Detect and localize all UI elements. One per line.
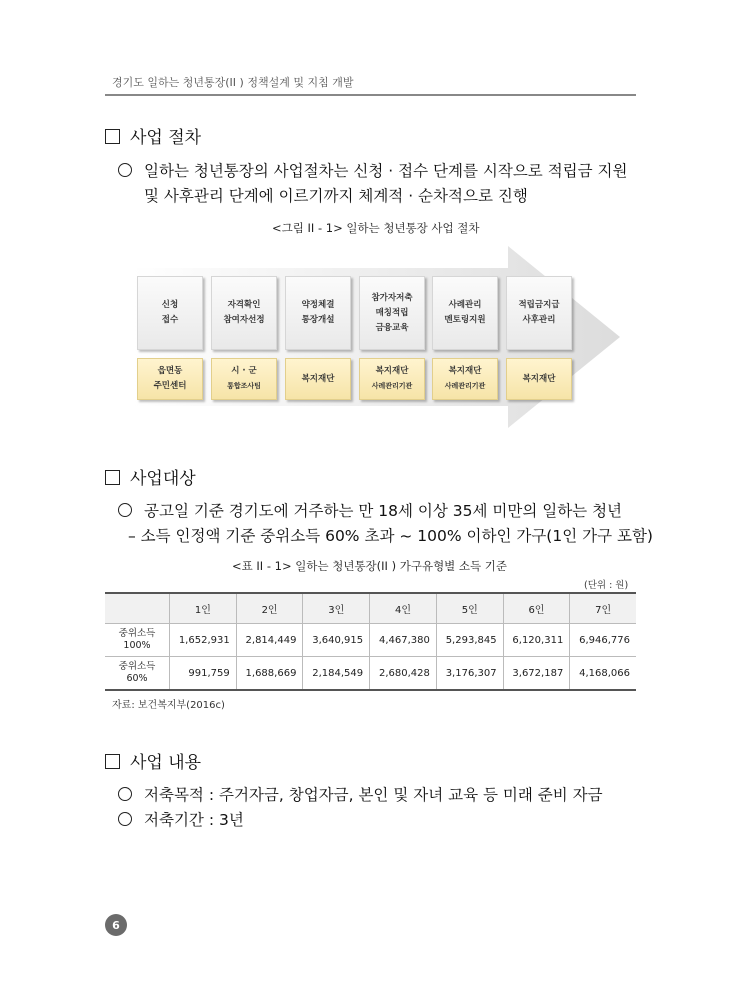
figure-caption: <그림 II - 1> 일하는 청년통장 사업 절차 xyxy=(272,221,480,235)
table-cell: 991,759 xyxy=(170,657,237,691)
flow-agency-box xyxy=(506,358,572,400)
bullet-text: 저축기간 : 3년 xyxy=(144,811,244,829)
flow-step-text: 신청 xyxy=(161,300,179,310)
flow-step-text: 자격확인 xyxy=(227,300,261,310)
flow-agency-box xyxy=(137,358,203,400)
dash-income-criteria: – 소득 인정액 기준 중위소득 60% 초과 ~ 100% 이하인 가구(1인 가구 포함) xyxy=(128,527,653,545)
flow-step-text: 매칭적립 xyxy=(375,307,409,318)
flow-agency-text: 사례관리기관 xyxy=(371,382,413,390)
flow-agency-text: 주민센터 xyxy=(153,381,187,391)
flow-agency-text: 읍면동 xyxy=(157,366,183,376)
flow-agency-text: 복지재단 xyxy=(301,373,335,384)
square-bullet-icon xyxy=(105,129,120,144)
section-title-target xyxy=(105,464,196,489)
table-column-header: 3인 xyxy=(303,593,370,624)
table-column-header: 2인 xyxy=(236,593,303,624)
bullet-procedure-line1 xyxy=(118,159,628,181)
table-caption: <표 II - 1> 일하는 청년통장(II ) 가구유형별 소득 기준 xyxy=(232,559,508,573)
row-header-text: 중위소득 xyxy=(118,661,156,672)
section-title-content xyxy=(105,748,201,773)
bullet-text: 저축목적 : 주거자금, 창업자금, 본인 및 자녀 교육 등 미래 준비 자금 xyxy=(144,786,603,804)
table-row xyxy=(105,624,636,657)
flow-agency-box xyxy=(359,358,425,400)
flow-step-text: 약정체결 xyxy=(301,300,335,310)
flow-step-text: 멘토링지원 xyxy=(444,315,486,325)
flow-agency-text: 복지재단 xyxy=(375,366,409,376)
flow-step-text: 참여자선정 xyxy=(223,315,265,325)
flow-agency-text: 복지재단 xyxy=(448,366,482,376)
flow-step-text: 참가자저축 xyxy=(371,292,413,303)
circle-bullet-icon xyxy=(118,812,132,826)
circle-bullet-icon xyxy=(118,163,132,177)
bullet-target xyxy=(118,499,622,521)
flow-agency-text: 통합조사팀 xyxy=(227,382,261,390)
flow-step-text: 사례관리 xyxy=(448,300,482,310)
flow-agency-text: 복지재단 xyxy=(522,373,556,384)
section-title-text: 사업 절차 xyxy=(130,128,202,148)
flow-step-text: 통장개설 xyxy=(301,315,335,325)
table-cell: 6,946,776 xyxy=(570,624,636,657)
flow-agency-text: 시 · 군 xyxy=(231,366,257,376)
bullet-text: 일하는 청년통장의 사업절차는 신청 · 접수 단계를 시작으로 적립금 지원 xyxy=(144,162,628,180)
table-cell: 3,672,187 xyxy=(503,657,570,691)
table-header-row xyxy=(105,593,636,624)
flow-agency-box xyxy=(285,358,351,400)
table-cell: 2,680,428 xyxy=(370,657,437,691)
table-row-header xyxy=(105,624,170,657)
square-bullet-icon xyxy=(105,470,120,485)
income-table xyxy=(105,592,636,691)
table-row-header xyxy=(105,657,170,691)
table-cell: 4,168,066 xyxy=(570,657,636,691)
flow-step-box xyxy=(432,276,498,350)
bullet-procedure-line2: 및 사후관리 단계에 이르기까지 체계적 · 순차적으로 진행 xyxy=(144,187,528,205)
table-column-header: 7인 xyxy=(570,593,636,624)
flow-step-box xyxy=(137,276,203,350)
row-header-text: 60% xyxy=(126,673,148,684)
flow-agency-text: 사례관리기관 xyxy=(444,382,486,390)
table-column-header: 4인 xyxy=(370,593,437,624)
table-cell: 4,467,380 xyxy=(370,624,437,657)
circle-bullet-icon xyxy=(118,503,132,517)
table-column-header: 1인 xyxy=(170,593,237,624)
header-rule xyxy=(105,94,636,96)
table-cell: 1,688,669 xyxy=(236,657,303,691)
row-header-text: 중위소득 xyxy=(118,628,156,639)
table-cell: 3,640,915 xyxy=(303,624,370,657)
procedure-flow-diagram xyxy=(132,246,620,428)
page-number: 6 xyxy=(105,914,127,936)
bullet-purpose xyxy=(118,783,603,805)
bullet-period xyxy=(118,808,244,830)
flow-step-text: 접수 xyxy=(161,315,179,325)
table-column-header: 5인 xyxy=(436,593,503,624)
flow-step-text: 사후관리 xyxy=(522,315,556,325)
flow-step-box xyxy=(359,276,425,350)
section-title-text: 사업 내용 xyxy=(130,753,202,773)
table-cell: 6,120,311 xyxy=(503,624,570,657)
flow-step-text: 금융교육 xyxy=(375,322,409,333)
table-cell: 2,814,449 xyxy=(236,624,303,657)
table-row xyxy=(105,657,636,691)
flow-step-box xyxy=(211,276,277,350)
table-cell: 3,176,307 xyxy=(436,657,503,691)
square-bullet-icon xyxy=(105,754,120,769)
flow-step-text: 적립금지급 xyxy=(518,300,560,310)
bullet-text: 공고일 기준 경기도에 거주하는 만 18세 이상 35세 미만의 일하는 청년 xyxy=(144,502,623,520)
running-header: 경기도 일하는 청년통장(II ) 정책설계 및 지침 개발 xyxy=(112,76,354,89)
circle-bullet-icon xyxy=(118,787,132,801)
section-title-procedure xyxy=(105,123,201,148)
table-cell: 5,293,845 xyxy=(436,624,503,657)
row-header-text: 100% xyxy=(123,640,151,651)
table-cell: 2,184,549 xyxy=(303,657,370,691)
table-unit: (단위 : 원) xyxy=(584,580,629,591)
table-column-header: 6인 xyxy=(503,593,570,624)
flow-step-box xyxy=(285,276,351,350)
flow-step-box xyxy=(506,276,572,350)
table-column-header xyxy=(105,593,170,624)
section-title-text: 사업대상 xyxy=(130,469,196,489)
table-cell: 1,652,931 xyxy=(170,624,237,657)
flow-agency-box xyxy=(432,358,498,400)
flow-agency-box xyxy=(211,358,277,400)
table-source: 자료: 보건복지부(2016c) xyxy=(112,700,225,711)
